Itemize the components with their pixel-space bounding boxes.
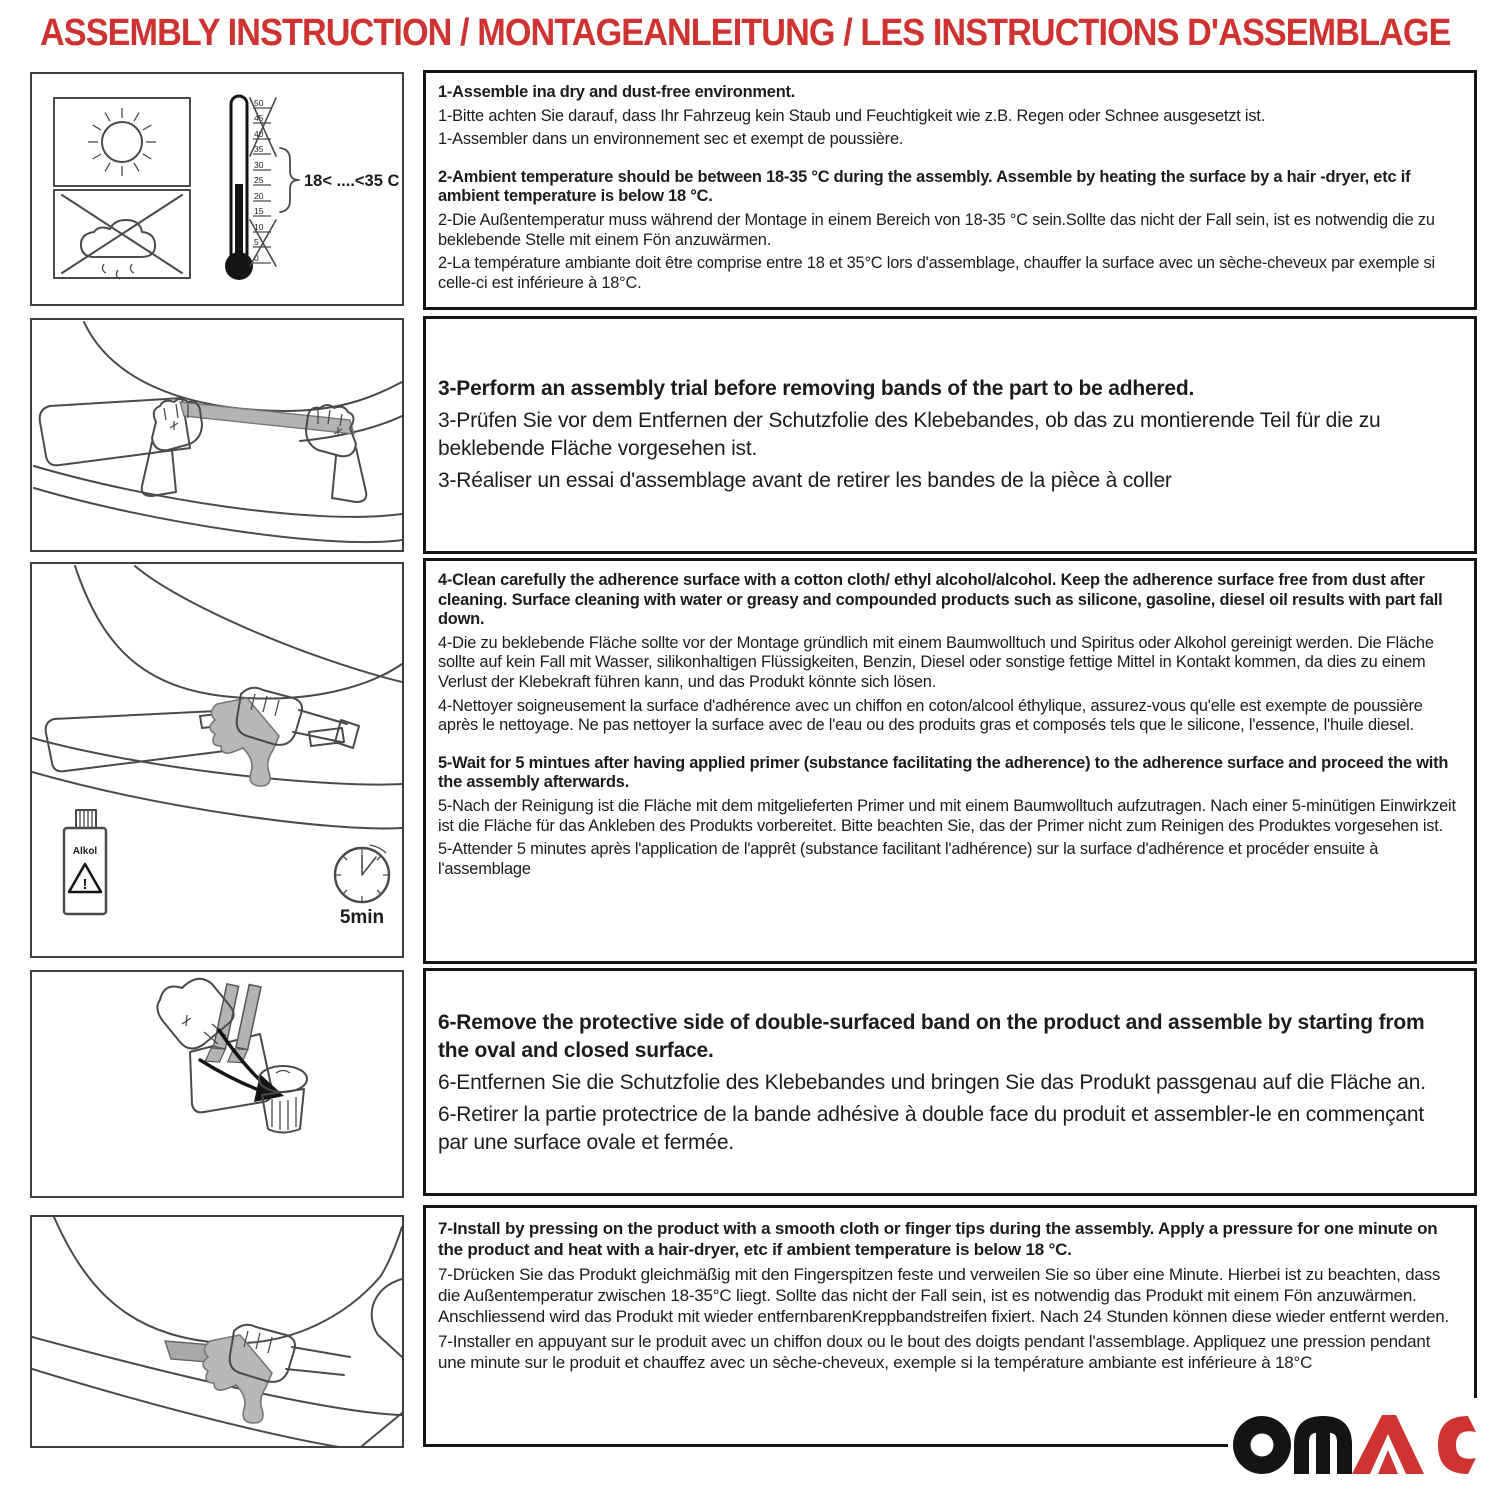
step-text: 2-La température ambiante doit être comprise entre 18 et 35°C lors d'assemblage, chauffer la surface avec un sèche-cheveux par exemple si celle-ci est inférieure à 18°C.	[438, 254, 1435, 292]
svg-text:40: 40	[254, 129, 264, 139]
warning-triangle-icon	[69, 864, 101, 893]
bottle-label: Alkol	[72, 846, 98, 857]
pressing-drawing	[32, 1217, 402, 1446]
illustration-cleaning	[30, 562, 404, 958]
svg-text:30: 30	[254, 160, 264, 170]
step-1-2-text	[423, 70, 1477, 310]
step-text: 6-Remove the protective side of double-surfaced band on the product and assemble by starting from the oval and closed surface.	[438, 1011, 1425, 1062]
range-brace	[280, 148, 299, 212]
wait-clock-icon	[335, 845, 389, 928]
svg-text:35: 35	[254, 144, 264, 154]
door-sill	[40, 398, 190, 465]
svg-text:15: 15	[254, 206, 264, 216]
step-text: 3-Réaliser un essai d'assemblage avant de retirer les bandes de la pièce à coller	[438, 469, 1172, 492]
logo-letter-c	[1438, 1416, 1476, 1474]
step-text: 7-Install by pressing on the product with a smooth cloth or finger tips during the assembly. Apply a pressure for one minute on the product and heat with a hair-dryer, etc if ambient temperature is below 18 °C.	[438, 1219, 1438, 1259]
step-text: 6-Entfernen Sie die Schutzfolie des Klebebandes und bringen Sie das Produkt passgenau auf die Fläche an.	[438, 1071, 1426, 1094]
door-sill	[46, 711, 225, 771]
illustration-assembly-trial	[30, 318, 404, 552]
step-text: 6-Retirer la partie protectrice de la bande adhésive à double face du produit et assembler-le en commençant par une surface ovale et fermée.	[438, 1103, 1425, 1154]
svg-text:5: 5	[254, 237, 259, 247]
step-4-5-text	[423, 558, 1477, 964]
svg-text:50: 50	[254, 98, 264, 108]
step-text: 5-Attender 5 minutes après l'application de l'apprêt (substance facilitant l'adhérence) sur la surface d'adhérence et procéder ensuite à l'assemblage	[438, 840, 1379, 878]
step-text: 3-Perform an assembly trial before removing bands of the part to be adhered.	[438, 377, 1195, 400]
svg-text:10: 10	[254, 222, 264, 232]
logo-letter-a	[1352, 1415, 1424, 1474]
step-3-text	[423, 316, 1477, 554]
trial-drawing	[32, 320, 402, 550]
cleaning-cloth-hand	[210, 688, 359, 786]
page-title: ASSEMBLY INSTRUCTION / MONTAGEANLEITUNG / LES INSTRUCTIONS D'ASSEMBLAGE	[40, 12, 1451, 54]
thermometer-icon	[225, 96, 299, 280]
logo-letter-o	[1233, 1416, 1291, 1474]
illustration-pressing	[30, 1215, 404, 1448]
step-text: 1-Assembler dans un environnement sec et exempt de poussière.	[438, 130, 904, 149]
step-text: 5-Wait for 5 mintues after having applied primer (substance facilitating the adherence) to the adherence surface and proceed the with the assembly afterwards.	[438, 753, 1449, 792]
temp-range-label: 18< ....<35 C	[304, 172, 400, 190]
svg-text:!: !	[82, 876, 88, 893]
temperature-drawing	[32, 74, 402, 304]
illustration-peel-band	[30, 970, 404, 1198]
step-text: 1-Bitte achten Sie darauf, dass Ihr Fahrzeug kein Staub und Feuchtigkeit wie z.B. Regen oder Schnee ausgesetzt ist.	[438, 106, 1266, 125]
illustration-temperature	[30, 72, 404, 306]
svg-text:45: 45	[254, 113, 264, 123]
alcohol-bottle	[64, 810, 106, 914]
step-text: 7-Drücken Sie das Produkt gleichmäßig mit den Fingerspitzen feste und verweilen Sie so über eine Minute. Hierbei ist zu beachten, dass die Außentemperatur zwischen 18-35°C liegt. Sollte das nicht der Fall sein, ist es notwendig das Produkt mit einem Fön anzuwärmen. Anschliessend wird das Produkt mit wieder entfernbarenKreppbandstreifen fixiert. Nach 24 Stunden können diese wieder entfernt werden.	[438, 1265, 1449, 1326]
step-text: 5-Nach der Reinigung ist die Fläche mit dem mitgelieferten Primer und mit einem Baumwolltuch aufzutragen. Nach einer 5-minütigen Einwirkzeit ist die Fläche für das Ankleben des Produkts vorbereitet. Bitte beachten Sie, das der Primer nicht zum Reinigen des Produktes vorgesehen ist.	[438, 796, 1456, 835]
step-6-text	[423, 968, 1477, 1196]
logo-letter-m	[1294, 1416, 1352, 1474]
no-rain-icon	[62, 195, 182, 279]
step-text: 3-Prüfen Sie vor dem Entfernen der Schutzfolie des Klebebandes, ob das zu montierende Teil für die zu beklebende Fläche vorgesehen ist.	[438, 409, 1381, 460]
peel-drawing	[32, 972, 402, 1196]
sun-icon	[88, 108, 156, 176]
svg-text:20: 20	[254, 191, 264, 201]
step-text: 4-Clean carefully the adherence surface with a cotton cloth/ ethyl alcohol/alcohol. Keep the adherence surface free from dust after cleaning. Surface cleaning with water or greasy and compounded products such as silicone, gasoline, diesel oil results with part fall down.	[438, 571, 1443, 629]
brand-logo-area	[1228, 1398, 1500, 1500]
step-text: 4-Nettoyer soigneusement la surface d'adhérence avec un chiffon en coton/alcool éthylique, assurez-vous qu'elle est exempte de poussière après le nettoyage. Ne pas nettoyer la surface avec de l'eau ou des produits gras et composés tels que le silicone, l'essence, l'huile diesel.	[438, 696, 1423, 735]
step-text: 4-Die zu beklebende Fläche sollte vor der Montage gründlich mit einem Baumwolltuch und Spiritus oder Alkohol gereinigt werden. Die Fläche sollte auf kein Fall mit Wasser, silikonhaltigen Flüssigkeiten, Benzin, Diesel oder sonstige fettige Mittel in Kontakt kommen, da dies zu einem Verlust der Klebekraft führen kann, und das Produkt könnte sich lösen.	[438, 633, 1434, 691]
svg-text:25: 25	[254, 175, 264, 185]
omac-logo	[1228, 1398, 1500, 1500]
cleaning-drawing	[32, 564, 402, 956]
step-text: 7-Installer en appuyant sur le produit avec un chiffon doux ou le bout des doigts pendant l'assemblage. Appliquez une pression pendant une minute sur le produit et chauffez avec un sèche-cheveux, exemple si la température ambiante est inférieure à 18°C	[438, 1332, 1431, 1372]
step-text: 2-Die Außentemperatur muss während der Montage in einem Bereich von 18-35 °C sein.Sollte das nicht der Fall sein, ist es notwendig die zu beklebende Stelle mit einem Fön anzuwärmen.	[438, 210, 1435, 249]
protective-strips	[205, 979, 261, 1069]
step-text: 2-Ambient temperature should be between 18-35 °C during the assembly. Assemble by heating the surface by a hair -dryer, etc if ambient temperature is below 18 °C.	[438, 167, 1411, 206]
svg-text:0: 0	[254, 253, 259, 263]
step-text: 1-Assemble ina dry and dust-free environment.	[438, 83, 796, 101]
wait-time-label: 5min	[339, 907, 385, 928]
